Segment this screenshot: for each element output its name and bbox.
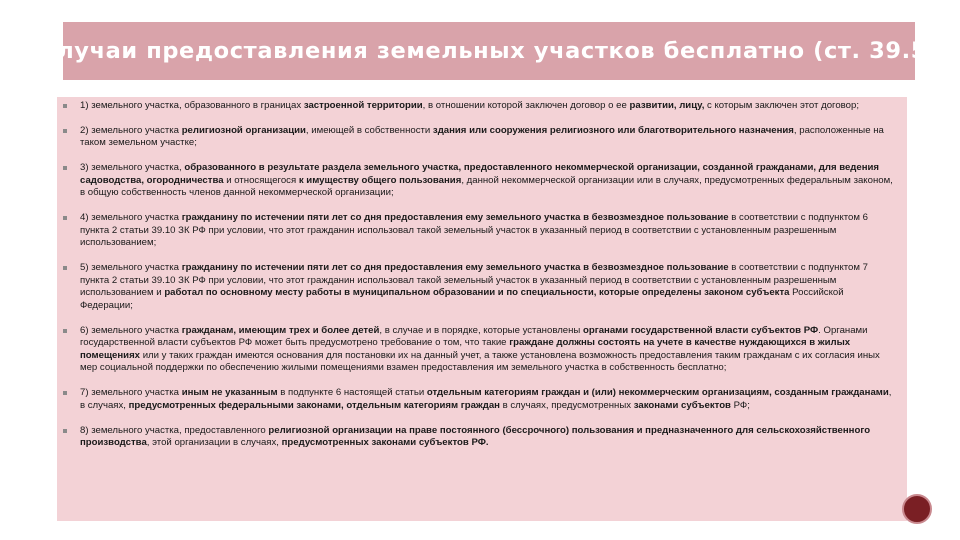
body-text: , этой организации в случаях, <box>146 437 282 449</box>
body-text: 5) земельного участка <box>80 262 182 274</box>
emphasis-text: законами субъектов <box>633 399 731 411</box>
body-text: в соответствии с подпунктом 6 пункта 2 статьи 39.10 ЗК РФ при условии, что этот гражданин использовал такой земельный участок в указанный период в соответствии с установленным разрешенным использованием; <box>80 212 868 249</box>
emphasis-text: образованного в результате раздела земельного участка, предоставленного некоммерческой организации, созданной гражданами, для ведения садоводства, огородничества <box>80 162 880 186</box>
bullet-icon <box>63 166 67 170</box>
bullet-icon <box>63 391 67 395</box>
bullet-icon <box>63 104 67 108</box>
list-item <box>63 425 893 450</box>
body-text: 4) земельного участка <box>80 212 182 224</box>
emphasis-text: органами государственной власти субъектов РФ <box>582 324 819 336</box>
emphasis-text: здания или сооружения религиозного или благотворительного назначения <box>432 124 794 136</box>
body-text: . Органами государственной власти субъектов РФ может быть предусмотрено требование о том, что такие <box>80 324 868 349</box>
emphasis-text: граждане должны состоять на учете в качестве нуждающихся в жилых помещениях <box>80 337 851 361</box>
emphasis-text: иным не указанным <box>181 387 278 399</box>
bullet-icon <box>63 129 67 133</box>
list-item <box>63 100 893 113</box>
body-text: в случаях, предусмотренных <box>499 399 634 411</box>
emphasis-text: к имуществу общего пользования <box>298 174 462 186</box>
body-text: 1) земельного участка, образованного в границах <box>80 100 304 111</box>
emphasis-text: предусмотренных федеральными законами, отдельным категориям граждан <box>128 399 500 411</box>
emphasis-text: гражданину по истечении пяти лет со дня предоставления ему земельного участка в безвозмездное пользование <box>181 262 729 274</box>
emphasis-text: отдельным категориям граждан и (или) некоммерческим организациям, созданным гражданами <box>426 387 889 399</box>
body-text: , в случае и в порядке, которые установлены <box>379 324 583 336</box>
slide-title: Случаи предоставления земельных участков бесплатно (ст. 39.5) <box>40 38 938 64</box>
emphasis-text: гражданам, имеющим трех и более детей <box>181 324 380 336</box>
list-item <box>63 125 893 150</box>
list-item-text <box>80 425 870 449</box>
body-text: 7) земельного участка <box>80 387 182 399</box>
list-item <box>63 325 893 375</box>
body-text: 6) земельного участка <box>80 324 182 336</box>
title-bar <box>40 22 938 80</box>
bullet-icon <box>63 266 67 270</box>
body-text: , в отношении которой заключен договор о ее <box>422 100 630 111</box>
logo-badge <box>902 494 932 524</box>
body-text: с которым заключен этот договор; <box>704 100 860 111</box>
body-text: в соответствии с подпунктом 7 пункта 2 статьи 39.10 ЗК РФ при условии, что этот гражданин использовал такой земельный участок в указанный период в соответствии с установленным разрешенным использованием и <box>80 262 868 299</box>
content-panel <box>57 97 907 521</box>
bullet-icon <box>63 329 67 333</box>
emphasis-text: религиозной организации <box>181 124 306 136</box>
list-item <box>63 262 893 312</box>
emphasis-text: гражданину по истечении пяти лет со дня предоставления ему земельного участка в безвозмездное пользование <box>181 212 729 224</box>
list-item <box>63 162 893 200</box>
body-text: , данной некоммерческой организации или в случаях, предусмотренных федеральным законом, в общую собственность членов данной некоммерческой организации; <box>80 174 893 199</box>
body-text: Российской Федерации; <box>80 287 844 311</box>
list-item <box>63 387 893 412</box>
emphasis-text: развитии, лицу, <box>629 100 705 111</box>
body-text: РФ; <box>730 399 750 411</box>
body-text: в подпункте 6 настоящей статьи <box>277 387 427 399</box>
emphasis-text: работал по основному месту работы в муниципальном образовании и по специальности, которые определены законом субъекта <box>164 287 790 299</box>
emphasis-text: предусмотренных законами субъектов РФ. <box>281 437 489 449</box>
bullet-icon <box>63 429 67 433</box>
list-item-text <box>80 212 868 248</box>
body-text: , имеющей в собственности <box>305 124 433 136</box>
emphasis-text: религиозной организации на праве постоянного (бессрочного) пользования и предназначенного для сельскохозяйственного производства <box>80 424 871 449</box>
list-item <box>63 212 893 250</box>
emphasis-text: застроенной территории <box>303 100 423 111</box>
body-text: , в случаях, <box>80 387 892 411</box>
body-text: 2) земельного участка <box>80 124 182 136</box>
body-text: или у таких граждан имеются основания для постановки их на данный учет, а также установлена возможность предоставления таким гражданам с их согласия иных мер социальной поддержки по обеспечению жилыми помещениями взамен предоставления им земельного участка в собственность бесплатно; <box>80 349 880 374</box>
list-item-text <box>80 162 893 198</box>
cases-list <box>63 100 893 450</box>
body-text: , расположенные на таком земельном участке; <box>80 124 884 149</box>
body-text: 8) земельного участка, предоставленного <box>80 424 269 436</box>
list-item-text <box>80 125 884 149</box>
list-item-text <box>80 100 859 111</box>
list-item-text <box>80 325 880 374</box>
list-item-text <box>80 387 891 411</box>
body-text: и относящегося <box>223 174 299 186</box>
list-item-text <box>80 262 868 311</box>
body-text: 3) земельного участка, <box>80 162 185 174</box>
bullet-icon <box>63 216 67 220</box>
